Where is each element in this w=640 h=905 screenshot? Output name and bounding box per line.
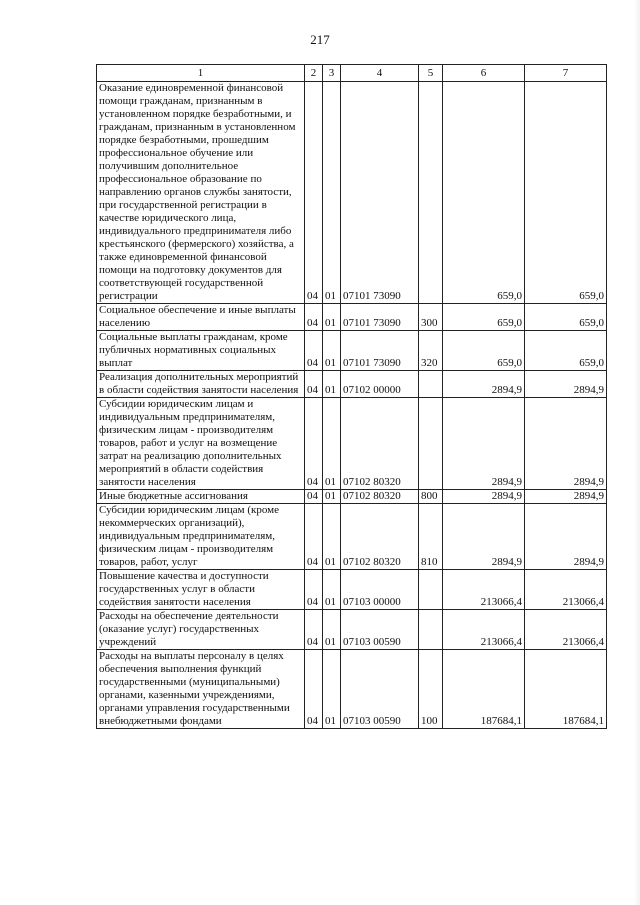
table-row: [97, 82, 607, 304]
amount-col6: 187684,1: [443, 650, 525, 729]
header-cell: 3: [323, 65, 341, 82]
amount-col6: 2894,9: [443, 504, 525, 570]
table-row: [97, 610, 607, 650]
amount-col7: 659,0: [525, 331, 607, 371]
amount-col6: 659,0: [443, 82, 525, 304]
amount-col6: 659,0: [443, 304, 525, 331]
header-cell: 2: [305, 65, 323, 82]
target-article-code: 07102 80320: [341, 504, 419, 570]
expense-type-code: [419, 610, 443, 650]
amount-col7: 2894,9: [525, 371, 607, 398]
header-cell: 6: [443, 65, 525, 82]
target-article-code: 07101 73090: [341, 304, 419, 331]
row-description: Социальное обеспечение и иные выплаты населению: [97, 304, 305, 331]
header-cell: 7: [525, 65, 607, 82]
target-article-code: 07102 80320: [341, 398, 419, 490]
page-number: 217: [310, 32, 330, 47]
subsection-code: 01: [323, 82, 341, 304]
expense-type-code: [419, 82, 443, 304]
target-article-code: 07102 00000: [341, 371, 419, 398]
budget-table: [96, 64, 607, 729]
expense-type-code: 320: [419, 331, 443, 371]
section-code: 04: [305, 490, 323, 504]
section-code: 04: [305, 82, 323, 304]
subsection-code: 01: [323, 490, 341, 504]
row-description: Расходы на выплаты персоналу в целях обеспечения выполнения функций государственными (муниципальными) органами, казенными учреждениями, органами управления государственными внебюджетными фондами: [97, 650, 305, 729]
table-row: [97, 331, 607, 371]
amount-col7: 187684,1: [525, 650, 607, 729]
amount-col7: 659,0: [525, 304, 607, 331]
row-description: Расходы на обеспечение деятельности (оказание услуг) государственных учреждений: [97, 610, 305, 650]
amount-col6: 2894,9: [443, 490, 525, 504]
section-code: 04: [305, 610, 323, 650]
row-description: Повышение качества и доступности государственных услуг в области содействия занятости населения: [97, 570, 305, 610]
amount-col7: 2894,9: [525, 398, 607, 490]
row-description: Реализация дополнительных мероприятий в области содействия занятости населения: [97, 371, 305, 398]
subsection-code: 01: [323, 610, 341, 650]
row-description: Субсидии юридическим лицам (кроме некоммерческих организаций), индивидуальным предпринимателям, физическим лицам - производителям товаров, работ, услуг: [97, 504, 305, 570]
header-cell: 1: [97, 65, 305, 82]
expense-type-code: [419, 570, 443, 610]
table-row: [97, 371, 607, 398]
expense-type-code: [419, 398, 443, 490]
header-cell: 4: [341, 65, 419, 82]
expense-type-code: 300: [419, 304, 443, 331]
section-code: 04: [305, 331, 323, 371]
row-description: Социальные выплаты гражданам, кроме публичных нормативных социальных выплат: [97, 331, 305, 371]
table-row: [97, 490, 607, 504]
section-code: 04: [305, 398, 323, 490]
expense-type-code: 810: [419, 504, 443, 570]
target-article-code: 07102 80320: [341, 490, 419, 504]
section-code: 04: [305, 650, 323, 729]
amount-col7: 2894,9: [525, 504, 607, 570]
section-code: 04: [305, 504, 323, 570]
subsection-code: 01: [323, 371, 341, 398]
header-cell: 5: [419, 65, 443, 82]
amount-col7: 213066,4: [525, 610, 607, 650]
amount-col7: 2894,9: [525, 490, 607, 504]
section-code: 04: [305, 570, 323, 610]
target-article-code: 07101 73090: [341, 331, 419, 371]
subsection-code: 01: [323, 570, 341, 610]
row-description: Иные бюджетные ассигнования: [97, 490, 305, 504]
amount-col6: 2894,9: [443, 398, 525, 490]
table-row: [97, 398, 607, 490]
target-article-code: 07103 00000: [341, 570, 419, 610]
expense-type-code: 100: [419, 650, 443, 729]
amount-col7: 659,0: [525, 82, 607, 304]
subsection-code: 01: [323, 504, 341, 570]
table-row: [97, 504, 607, 570]
row-description: Оказание единовременной финансовой помощи гражданам, признанным в установленном порядке безработными, и гражданам, признанным в установленном порядке безработными, прошедшим профессиональное обучение или получившим дополнительное профессиональное образование по направлению органов службы занятости, при государственной регистрации в качестве юридического лица, индивидуального предпринимателя либо крестьянского (фермерского) хозяйства, а также единовременной финансовой помощи на подготовку документов для соответствующей государственной регистрации: [97, 82, 305, 304]
section-code: 04: [305, 371, 323, 398]
subsection-code: 01: [323, 398, 341, 490]
amount-col6: 659,0: [443, 331, 525, 371]
target-article-code: 07103 00590: [341, 650, 419, 729]
expense-type-code: 800: [419, 490, 443, 504]
subsection-code: 01: [323, 304, 341, 331]
amount-col6: 2894,9: [443, 371, 525, 398]
subsection-code: 01: [323, 650, 341, 729]
section-code: 04: [305, 304, 323, 331]
table-row: [97, 304, 607, 331]
table-row: [97, 570, 607, 610]
table-row: [97, 650, 607, 729]
amount-col6: 213066,4: [443, 610, 525, 650]
scan-edge: [634, 0, 640, 905]
expense-type-code: [419, 371, 443, 398]
row-description: Субсидии юридическим лицам и индивидуальным предпринимателям, физическим лицам - производителям товаров, работ и услуг на возмещение затрат на реализацию дополнительных мероприятий в области содействия занятости населения: [97, 398, 305, 490]
subsection-code: 01: [323, 331, 341, 371]
target-article-code: 07103 00590: [341, 610, 419, 650]
target-article-code: 07101 73090: [341, 82, 419, 304]
amount-col7: 213066,4: [525, 570, 607, 610]
amount-col6: 213066,4: [443, 570, 525, 610]
table-header-row: [97, 65, 607, 82]
